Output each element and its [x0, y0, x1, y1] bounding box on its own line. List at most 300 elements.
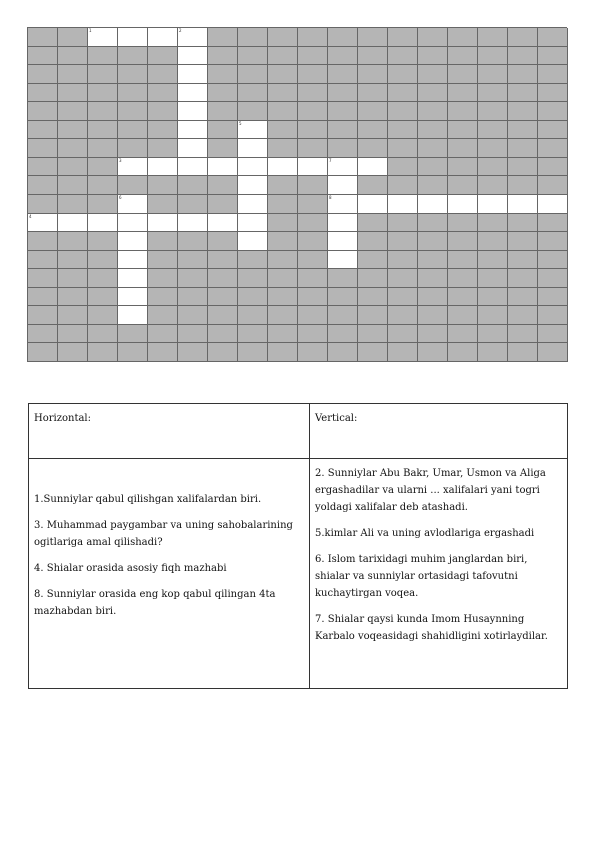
blocked-cell: [88, 195, 118, 214]
answer-cell[interactable]: [238, 214, 268, 233]
blocked-cell: [118, 102, 148, 121]
blocked-cell: [58, 288, 88, 307]
blocked-cell: [238, 269, 268, 288]
blocked-cell: [418, 214, 448, 233]
blocked-cell: [448, 47, 478, 66]
blocked-cell: [268, 306, 298, 325]
answer-cell[interactable]: [28, 214, 58, 233]
answer-cell[interactable]: [388, 195, 418, 214]
blocked-cell: [478, 65, 508, 84]
answer-cell[interactable]: [328, 251, 358, 270]
blocked-cell: [358, 251, 388, 270]
blocked-cell: [88, 306, 118, 325]
blocked-cell: [298, 65, 328, 84]
answer-cell[interactable]: [148, 158, 178, 177]
answer-cell[interactable]: [328, 232, 358, 251]
blocked-cell: [538, 102, 568, 121]
blocked-cell: [448, 325, 478, 344]
blocked-cell: [508, 325, 538, 344]
answer-cell[interactable]: [298, 158, 328, 177]
blocked-cell: [388, 269, 418, 288]
answer-cell[interactable]: [178, 84, 208, 103]
blocked-cell: [28, 121, 58, 140]
blocked-cell: [448, 288, 478, 307]
clue-number: 2: [179, 28, 182, 33]
blocked-cell: [88, 269, 118, 288]
blocked-cell: [298, 139, 328, 158]
blocked-cell: [28, 288, 58, 307]
blocked-cell: [238, 306, 268, 325]
blocked-cell: [328, 269, 358, 288]
answer-cell[interactable]: [118, 306, 148, 325]
blocked-cell: [538, 214, 568, 233]
blocked-cell: [388, 306, 418, 325]
blocked-cell: [298, 306, 328, 325]
blocked-cell: [58, 325, 88, 344]
blocked-cell: [208, 139, 238, 158]
blocked-cell: [28, 47, 58, 66]
blocked-cell: [148, 84, 178, 103]
blocked-cell: [298, 121, 328, 140]
crossword-grid: [27, 27, 567, 362]
blocked-cell: [418, 251, 448, 270]
blocked-cell: [268, 251, 298, 270]
answer-cell[interactable]: [88, 214, 118, 233]
blocked-cell: [148, 269, 178, 288]
blocked-cell: [268, 47, 298, 66]
blocked-cell: [538, 84, 568, 103]
blocked-cell: [118, 65, 148, 84]
blocked-cell: [478, 306, 508, 325]
answer-cell[interactable]: [118, 158, 148, 177]
blocked-cell: [208, 121, 238, 140]
blocked-cell: [208, 288, 238, 307]
blocked-cell: [298, 232, 328, 251]
answer-cell[interactable]: [58, 214, 88, 233]
clue-number: 6: [119, 194, 122, 200]
blocked-cell: [208, 306, 238, 325]
blocked-cell: [58, 28, 88, 47]
blocked-cell: [328, 306, 358, 325]
blocked-cell: [418, 28, 448, 47]
blocked-cell: [268, 102, 298, 121]
blocked-cell: [538, 28, 568, 47]
blocked-cell: [88, 176, 118, 195]
answer-cell[interactable]: [88, 28, 118, 47]
blocked-cell: [418, 65, 448, 84]
answer-cell[interactable]: [238, 139, 268, 158]
blocked-cell: [28, 158, 58, 177]
answer-cell[interactable]: [538, 195, 568, 214]
blocked-cell: [358, 214, 388, 233]
blocked-cell: [208, 102, 238, 121]
blocked-cell: [448, 28, 478, 47]
answer-cell[interactable]: [238, 195, 268, 214]
answer-cell[interactable]: [118, 28, 148, 47]
blocked-cell: [88, 325, 118, 344]
blocked-cell: [148, 343, 178, 362]
blocked-cell: [388, 158, 418, 177]
blocked-cell: [418, 158, 448, 177]
blocked-cell: [508, 251, 538, 270]
answer-cell[interactable]: [328, 176, 358, 195]
clue-v-2: 2. Sunniylar Abu Bakr, Umar, Usmon va Aliga ergashadilar va ularni ... xalifalari yani togri yoldagi xalifalar deb atashadi.: [315, 468, 546, 513]
blocked-cell: [328, 343, 358, 362]
blocked-cell: [178, 251, 208, 270]
blocked-cell: [508, 65, 538, 84]
blocked-cell: [268, 84, 298, 103]
blocked-cell: [358, 306, 388, 325]
blocked-cell: [148, 251, 178, 270]
blocked-cell: [208, 269, 238, 288]
blocked-cell: [208, 84, 238, 103]
answer-cell[interactable]: [118, 288, 148, 307]
blocked-cell: [388, 84, 418, 103]
blocked-cell: [478, 214, 508, 233]
blocked-cell: [208, 28, 238, 47]
answer-cell[interactable]: [178, 28, 208, 47]
blocked-cell: [388, 176, 418, 195]
blocked-cell: [58, 65, 88, 84]
blocked-cell: [538, 158, 568, 177]
blocked-cell: [58, 121, 88, 140]
blocked-cell: [418, 176, 448, 195]
blocked-cell: [268, 343, 298, 362]
blocked-cell: [208, 65, 238, 84]
blocked-cell: [58, 47, 88, 66]
answer-cell[interactable]: [328, 158, 358, 177]
clue-v-5: 5.kimlar Ali va uning avlodlariga ergashadi: [315, 528, 535, 539]
blocked-cell: [88, 139, 118, 158]
blocked-cell: [178, 343, 208, 362]
blocked-cell: [148, 195, 178, 214]
blocked-cell: [478, 158, 508, 177]
blocked-cell: [328, 139, 358, 158]
blocked-cell: [148, 47, 178, 66]
blocked-cell: [358, 65, 388, 84]
blocked-cell: [418, 325, 448, 344]
blocked-cell: [28, 176, 58, 195]
blocked-cell: [148, 176, 178, 195]
blocked-cell: [58, 343, 88, 362]
blocked-cell: [508, 84, 538, 103]
blocked-cell: [208, 232, 238, 251]
blocked-cell: [478, 121, 508, 140]
clue-number: 1: [89, 28, 92, 33]
blocked-cell: [88, 251, 118, 270]
blocked-cell: [88, 232, 118, 251]
blocked-cell: [58, 306, 88, 325]
blocked-cell: [298, 251, 328, 270]
blocked-cell: [478, 28, 508, 47]
blocked-cell: [328, 102, 358, 121]
blocked-cell: [298, 269, 328, 288]
blocked-cell: [448, 306, 478, 325]
blocked-cell: [178, 176, 208, 195]
answer-cell[interactable]: [208, 158, 238, 177]
blocked-cell: [298, 214, 328, 233]
blocked-cell: [58, 158, 88, 177]
answer-cell[interactable]: [148, 28, 178, 47]
blocked-cell: [508, 288, 538, 307]
answer-cell[interactable]: [238, 176, 268, 195]
blocked-cell: [418, 306, 448, 325]
blocked-cell: [418, 232, 448, 251]
blocked-cell: [298, 325, 328, 344]
answer-cell[interactable]: [118, 232, 148, 251]
blocked-cell: [298, 47, 328, 66]
blocked-cell: [418, 343, 448, 362]
blocked-cell: [58, 102, 88, 121]
blocked-cell: [28, 65, 58, 84]
blocked-cell: [358, 343, 388, 362]
blocked-cell: [478, 343, 508, 362]
answer-cell[interactable]: [208, 214, 238, 233]
blocked-cell: [58, 251, 88, 270]
vertical-header: Vertical:: [310, 404, 568, 459]
answer-cell[interactable]: [118, 269, 148, 288]
blocked-cell: [448, 269, 478, 288]
blocked-cell: [148, 102, 178, 121]
blocked-cell: [328, 65, 358, 84]
answer-cell[interactable]: [178, 65, 208, 84]
blocked-cell: [448, 65, 478, 84]
blocked-cell: [508, 28, 538, 47]
blocked-cell: [298, 102, 328, 121]
blocked-cell: [238, 65, 268, 84]
clues-table: [28, 403, 568, 689]
answer-cell[interactable]: [178, 121, 208, 140]
blocked-cell: [238, 288, 268, 307]
blocked-cell: [538, 139, 568, 158]
clue-number: 3: [119, 157, 122, 163]
blocked-cell: [448, 343, 478, 362]
blocked-cell: [28, 139, 58, 158]
blocked-cell: [28, 232, 58, 251]
blocked-cell: [208, 251, 238, 270]
blocked-cell: [208, 176, 238, 195]
answer-cell[interactable]: [358, 195, 388, 214]
blocked-cell: [388, 65, 418, 84]
blocked-cell: [538, 121, 568, 140]
clue-number: 4: [29, 213, 32, 219]
clue-v-7: 7. Shialar qaysi kunda Imom Husaynning Karbalo voqeasidagi shahidligini xotirlaydilar.: [315, 614, 548, 642]
answer-cell[interactable]: [148, 214, 178, 233]
blocked-cell: [298, 195, 328, 214]
blocked-cell: [118, 325, 148, 344]
answer-cell[interactable]: [178, 214, 208, 233]
answer-cell[interactable]: [418, 195, 448, 214]
blocked-cell: [448, 102, 478, 121]
blocked-cell: [268, 232, 298, 251]
blocked-cell: [358, 102, 388, 121]
answer-cell[interactable]: [448, 195, 478, 214]
blocked-cell: [358, 84, 388, 103]
blocked-cell: [508, 343, 538, 362]
blocked-cell: [478, 232, 508, 251]
blocked-cell: [88, 343, 118, 362]
blocked-cell: [88, 65, 118, 84]
blocked-cell: [448, 84, 478, 103]
blocked-cell: [478, 102, 508, 121]
blocked-cell: [478, 288, 508, 307]
clue-h-1: 1.Sunniylar qabul qilishgan xalifalardan biri.: [34, 494, 262, 505]
blocked-cell: [388, 102, 418, 121]
blocked-cell: [358, 325, 388, 344]
blocked-cell: [268, 121, 298, 140]
clue-h-3: 3. Muhammad paygambar va uning sahobalarining ogitlariga amal qilishadi?: [34, 520, 293, 548]
blocked-cell: [58, 139, 88, 158]
blocked-cell: [388, 139, 418, 158]
blocked-cell: [328, 28, 358, 47]
answer-cell[interactable]: [358, 158, 388, 177]
blocked-cell: [448, 251, 478, 270]
blocked-cell: [148, 288, 178, 307]
blocked-cell: [148, 306, 178, 325]
blocked-cell: [298, 28, 328, 47]
blocked-cell: [388, 214, 418, 233]
blocked-cell: [268, 269, 298, 288]
blocked-cell: [208, 343, 238, 362]
blocked-cell: [418, 121, 448, 140]
blocked-cell: [238, 325, 268, 344]
blocked-cell: [208, 47, 238, 66]
blocked-cell: [238, 28, 268, 47]
blocked-cell: [178, 306, 208, 325]
blocked-cell: [538, 47, 568, 66]
blocked-cell: [118, 47, 148, 66]
blocked-cell: [478, 139, 508, 158]
blocked-cell: [358, 139, 388, 158]
blocked-cell: [268, 65, 298, 84]
blocked-cell: [268, 288, 298, 307]
blocked-cell: [148, 121, 178, 140]
answer-cell[interactable]: [238, 121, 268, 140]
blocked-cell: [328, 325, 358, 344]
clue-number: 8: [329, 194, 332, 200]
answer-cell[interactable]: [178, 139, 208, 158]
blocked-cell: [88, 102, 118, 121]
answer-cell[interactable]: [478, 195, 508, 214]
blocked-cell: [478, 176, 508, 195]
blocked-cell: [238, 102, 268, 121]
blocked-cell: [508, 306, 538, 325]
blocked-cell: [148, 65, 178, 84]
blocked-cell: [268, 28, 298, 47]
blocked-cell: [448, 232, 478, 251]
answer-cell[interactable]: [268, 158, 298, 177]
blocked-cell: [88, 84, 118, 103]
blocked-cell: [388, 47, 418, 66]
blocked-cell: [328, 47, 358, 66]
blocked-cell: [448, 214, 478, 233]
blocked-cell: [118, 176, 148, 195]
blocked-cell: [88, 47, 118, 66]
blocked-cell: [388, 251, 418, 270]
blocked-cell: [508, 47, 538, 66]
blocked-cell: [538, 176, 568, 195]
blocked-cell: [238, 343, 268, 362]
blocked-cell: [538, 251, 568, 270]
blocked-cell: [148, 139, 178, 158]
clue-h-4: 4. Shialar orasida asosiy fiqh mazhabi: [34, 563, 227, 574]
answer-cell[interactable]: [238, 158, 268, 177]
blocked-cell: [178, 288, 208, 307]
blocked-cell: [208, 195, 238, 214]
blocked-cell: [298, 84, 328, 103]
blocked-cell: [238, 251, 268, 270]
blocked-cell: [88, 288, 118, 307]
vertical-clues: [310, 459, 568, 689]
blocked-cell: [358, 121, 388, 140]
blocked-cell: [418, 139, 448, 158]
blocked-cell: [328, 121, 358, 140]
blocked-cell: [118, 84, 148, 103]
blocked-cell: [298, 288, 328, 307]
blocked-cell: [478, 84, 508, 103]
blocked-cell: [418, 47, 448, 66]
blocked-cell: [538, 288, 568, 307]
blocked-cell: [208, 325, 238, 344]
blocked-cell: [418, 84, 448, 103]
blocked-cell: [88, 158, 118, 177]
blocked-cell: [118, 121, 148, 140]
blocked-cell: [268, 214, 298, 233]
blocked-cell: [388, 121, 418, 140]
blocked-cell: [508, 269, 538, 288]
blocked-cell: [508, 158, 538, 177]
blocked-cell: [28, 84, 58, 103]
blocked-cell: [538, 269, 568, 288]
blocked-cell: [268, 139, 298, 158]
blocked-cell: [358, 288, 388, 307]
answer-cell[interactable]: [328, 214, 358, 233]
blocked-cell: [58, 269, 88, 288]
blocked-cell: [358, 232, 388, 251]
blocked-cell: [358, 28, 388, 47]
clue-number: 7: [329, 157, 332, 163]
blocked-cell: [118, 343, 148, 362]
blocked-cell: [538, 65, 568, 84]
answer-cell[interactable]: [508, 195, 538, 214]
blocked-cell: [58, 232, 88, 251]
clue-number: 5: [239, 120, 242, 126]
blocked-cell: [178, 232, 208, 251]
blocked-cell: [538, 306, 568, 325]
blocked-cell: [358, 269, 388, 288]
answer-cell[interactable]: [178, 102, 208, 121]
blocked-cell: [538, 325, 568, 344]
blocked-cell: [28, 343, 58, 362]
blocked-cell: [508, 139, 538, 158]
blocked-cell: [448, 121, 478, 140]
answer-cell[interactable]: [238, 232, 268, 251]
blocked-cell: [148, 325, 178, 344]
blocked-cell: [148, 232, 178, 251]
blocked-cell: [238, 47, 268, 66]
answer-cell[interactable]: [178, 47, 208, 66]
answer-cell[interactable]: [118, 214, 148, 233]
blocked-cell: [388, 232, 418, 251]
answer-cell[interactable]: [328, 195, 358, 214]
answer-cell[interactable]: [118, 195, 148, 214]
blocked-cell: [448, 158, 478, 177]
answer-cell[interactable]: [178, 158, 208, 177]
blocked-cell: [28, 306, 58, 325]
answer-cell[interactable]: [118, 251, 148, 270]
blocked-cell: [418, 269, 448, 288]
blocked-cell: [298, 343, 328, 362]
